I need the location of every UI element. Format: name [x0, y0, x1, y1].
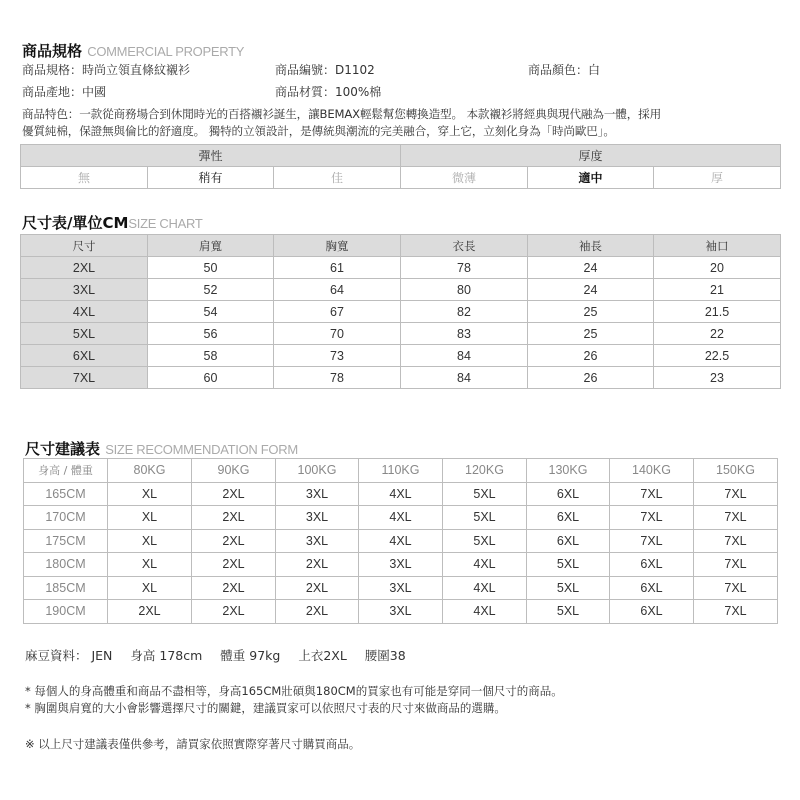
- weight-header-cell: 90KG: [192, 459, 276, 483]
- recommendation-table: [23, 458, 778, 624]
- product-material: 商品材質：100%棉: [275, 85, 382, 99]
- weight-header-cell: 150KG: [694, 459, 778, 483]
- elasticity-option-good: 佳: [274, 167, 401, 189]
- recommended-size-cell: 7XL: [610, 506, 694, 530]
- size-value-cell: 80: [401, 279, 528, 301]
- size-value-cell: 58: [148, 345, 274, 367]
- size-value-cell: 67: [274, 301, 401, 323]
- height-cell: 170CM: [24, 506, 108, 530]
- recommended-size-cell: 7XL: [694, 553, 778, 577]
- recommended-size-cell: 7XL: [694, 600, 778, 624]
- size-value-cell: 21: [654, 279, 781, 301]
- elasticity-label: 彈性: [21, 145, 401, 167]
- size-value-cell: 82: [401, 301, 528, 323]
- recommendation-title-en: SIZE RECOMMENDATION FORM: [105, 442, 298, 457]
- recommendation-title-zh: 尺寸建議表: [25, 440, 101, 458]
- recommendation-row: [24, 553, 778, 577]
- size-chart-title: [22, 212, 202, 233]
- size-value-cell: 70: [274, 323, 401, 345]
- height-cell: 190CM: [24, 600, 108, 624]
- height-weight-header: 身高 / 體重: [24, 459, 108, 483]
- size-value-cell: 73: [274, 345, 401, 367]
- size-value-cell: 26: [528, 345, 654, 367]
- size-value-cell: 84: [401, 345, 528, 367]
- product-origin: 商品產地：中國: [22, 85, 107, 99]
- recommended-size-cell: 2XL: [192, 482, 276, 506]
- size-value-cell: 22.5: [654, 345, 781, 367]
- height-cell: 165CM: [24, 482, 108, 506]
- size-value-cell: 21.5: [654, 301, 781, 323]
- recommendation-row: [24, 482, 778, 506]
- weight-header-cell: 80KG: [108, 459, 192, 483]
- recommended-size-cell: 2XL: [276, 600, 359, 624]
- product-title-en: COMMERCIAL PROPERTY: [87, 44, 245, 59]
- recommended-size-cell: 3XL: [359, 576, 443, 600]
- recommended-size-cell: 6XL: [527, 506, 610, 530]
- size-chart-header-cell: 衣長: [401, 235, 528, 257]
- recommended-size-cell: 7XL: [694, 576, 778, 600]
- weight-header-cell: 100KG: [276, 459, 359, 483]
- size-value-cell: 60: [148, 367, 274, 389]
- size-chart-row: [21, 301, 781, 323]
- disclaimer: ※ 以上尺寸建議表僅供參考，請買家依照實際穿著尺寸購買商品。: [25, 737, 361, 751]
- size-chart-header-cell: 袖長: [528, 235, 654, 257]
- recommended-size-cell: 2XL: [276, 576, 359, 600]
- recommended-size-cell: 2XL: [192, 553, 276, 577]
- product-color: 商品顏色：白: [528, 63, 601, 77]
- recommended-size-cell: XL: [108, 482, 192, 506]
- weight-header-cell: 130KG: [527, 459, 610, 483]
- size-value-cell: 54: [148, 301, 274, 323]
- recommended-size-cell: 3XL: [276, 529, 359, 553]
- weight-header-cell: 110KG: [359, 459, 443, 483]
- recommended-size-cell: XL: [108, 576, 192, 600]
- recommended-size-cell: 7XL: [694, 482, 778, 506]
- recommended-size-cell: 6XL: [610, 576, 694, 600]
- size-value-cell: 83: [401, 323, 528, 345]
- product-title: 商品規格: [22, 42, 83, 60]
- size-value-cell: 78: [401, 257, 528, 279]
- size-value-cell: 56: [148, 323, 274, 345]
- size-chart-table: [20, 234, 781, 389]
- recommended-size-cell: 7XL: [694, 529, 778, 553]
- recommended-size-cell: 5XL: [443, 506, 527, 530]
- size-chart-row: [21, 323, 781, 345]
- size-chart-title-en: SIZE CHART: [128, 216, 203, 231]
- size-chart-row: [21, 257, 781, 279]
- size-value-cell: 64: [274, 279, 401, 301]
- model-height: 身高 178cm: [130, 648, 203, 663]
- size-value-cell: 24: [528, 279, 654, 301]
- recommended-size-cell: 7XL: [694, 506, 778, 530]
- recommended-size-cell: 2XL: [192, 529, 276, 553]
- model-top: 上衣2XL: [298, 648, 347, 663]
- size-label-cell: 5XL: [21, 323, 148, 345]
- product-number: 商品編號：D1102: [275, 63, 375, 77]
- recommended-size-cell: 4XL: [359, 529, 443, 553]
- recommended-size-cell: 5XL: [527, 576, 610, 600]
- recommended-size-cell: 4XL: [443, 553, 527, 577]
- product-feature-line2: 優質純棉，保證無與倫比的舒適度。 獨特的立領設計，是傳統與潮流的完美融合，穿上它，立刻化身為「時尚歐巴」。: [22, 124, 615, 138]
- recommended-size-cell: 6XL: [610, 600, 694, 624]
- recommended-size-cell: 6XL: [610, 553, 694, 577]
- size-value-cell: 24: [528, 257, 654, 279]
- recommended-size-cell: 3XL: [276, 506, 359, 530]
- recommended-size-cell: 3XL: [276, 482, 359, 506]
- recommendation-row: [24, 529, 778, 553]
- size-label-cell: 3XL: [21, 279, 148, 301]
- size-chart-header-cell: 尺寸: [21, 235, 148, 257]
- recommendation-row: [24, 506, 778, 530]
- property-table: [20, 144, 781, 189]
- recommended-size-cell: XL: [108, 553, 192, 577]
- size-value-cell: 22: [654, 323, 781, 345]
- size-value-cell: 25: [528, 323, 654, 345]
- model-waist: 腰圍38: [364, 648, 406, 663]
- recommended-size-cell: 2XL: [276, 553, 359, 577]
- height-cell: 185CM: [24, 576, 108, 600]
- weight-header-cell: 140KG: [610, 459, 694, 483]
- recommended-size-cell: XL: [108, 529, 192, 553]
- size-value-cell: 25: [528, 301, 654, 323]
- note-2: * 胸圍與肩寬的大小會影響選擇尺寸的關鍵，建議買家可以依照尺寸表的尺寸來做商品的選購。: [25, 701, 506, 715]
- size-chart-header-cell: 胸寬: [274, 235, 401, 257]
- size-value-cell: 50: [148, 257, 274, 279]
- size-chart-header-cell: 袖口: [654, 235, 781, 257]
- recommended-size-cell: 4XL: [443, 576, 527, 600]
- size-chart-row: [21, 279, 781, 301]
- size-value-cell: 84: [401, 367, 528, 389]
- size-label-cell: 6XL: [21, 345, 148, 367]
- recommended-size-cell: 6XL: [527, 529, 610, 553]
- model-info: [25, 647, 420, 665]
- recommended-size-cell: 7XL: [610, 482, 694, 506]
- size-label-cell: 4XL: [21, 301, 148, 323]
- size-value-cell: 78: [274, 367, 401, 389]
- property-value-row: [21, 167, 781, 189]
- thickness-option-thin: 微薄: [401, 167, 528, 189]
- recommended-size-cell: 2XL: [192, 506, 276, 530]
- height-cell: 175CM: [24, 529, 108, 553]
- size-label-cell: 7XL: [21, 367, 148, 389]
- recommended-size-cell: 3XL: [359, 600, 443, 624]
- recommended-size-cell: 2XL: [192, 600, 276, 624]
- recommended-size-cell: 5XL: [527, 600, 610, 624]
- recommended-size-cell: 4XL: [443, 600, 527, 624]
- model-label: 麻豆資料： JEN: [25, 648, 113, 663]
- size-value-cell: 52: [148, 279, 274, 301]
- elasticity-option-none: 無: [21, 167, 148, 189]
- property-header-row: [21, 145, 781, 167]
- elasticity-option-slight: 稍有: [148, 167, 274, 189]
- recommended-size-cell: 7XL: [610, 529, 694, 553]
- height-cell: 180CM: [24, 553, 108, 577]
- recommended-size-cell: 5XL: [443, 482, 527, 506]
- thickness-option-thick: 厚: [654, 167, 781, 189]
- recommended-size-cell: 5XL: [527, 553, 610, 577]
- model-weight: 體重 97kg: [220, 648, 281, 663]
- size-value-cell: 20: [654, 257, 781, 279]
- size-chart-title-zh: 尺寸表/單位CM: [22, 214, 129, 232]
- recommended-size-cell: 6XL: [527, 482, 610, 506]
- thickness-label: 厚度: [401, 145, 781, 167]
- recommended-size-cell: 4XL: [359, 506, 443, 530]
- product-section-title: [22, 40, 244, 61]
- size-chart-row: [21, 367, 781, 389]
- recommended-size-cell: 2XL: [108, 600, 192, 624]
- recommendation-row: [24, 576, 778, 600]
- recommended-size-cell: 3XL: [359, 553, 443, 577]
- size-chart-header-row: [21, 235, 781, 257]
- recommendation-row: [24, 600, 778, 624]
- product-feature-line1: 商品特色：一款從商務場合到休閒時光的百搭襯衫誕生，讓BEMAX輕鬆幫您轉換造型。 本款襯衫將經典與現代融為一體，採用: [22, 107, 662, 121]
- weight-header-cell: 120KG: [443, 459, 527, 483]
- size-chart-header-cell: 肩寬: [148, 235, 274, 257]
- size-label-cell: 2XL: [21, 257, 148, 279]
- recommended-size-cell: 2XL: [192, 576, 276, 600]
- note-1: * 每個人的身高體重和商品不盡相等，身高165CM壯碩與180CM的買家也有可能是穿同一個尺寸的商品。: [25, 684, 563, 698]
- recommended-size-cell: 5XL: [443, 529, 527, 553]
- size-value-cell: 23: [654, 367, 781, 389]
- product-spec: 商品規格：時尚立領直條紋襯衫: [22, 63, 191, 77]
- size-value-cell: 26: [528, 367, 654, 389]
- thickness-option-medium: 適中: [528, 167, 654, 189]
- size-value-cell: 61: [274, 257, 401, 279]
- recommendation-header-row: [24, 459, 778, 483]
- recommended-size-cell: XL: [108, 506, 192, 530]
- recommendation-title: [25, 438, 298, 459]
- size-chart-row: [21, 345, 781, 367]
- recommended-size-cell: 4XL: [359, 482, 443, 506]
